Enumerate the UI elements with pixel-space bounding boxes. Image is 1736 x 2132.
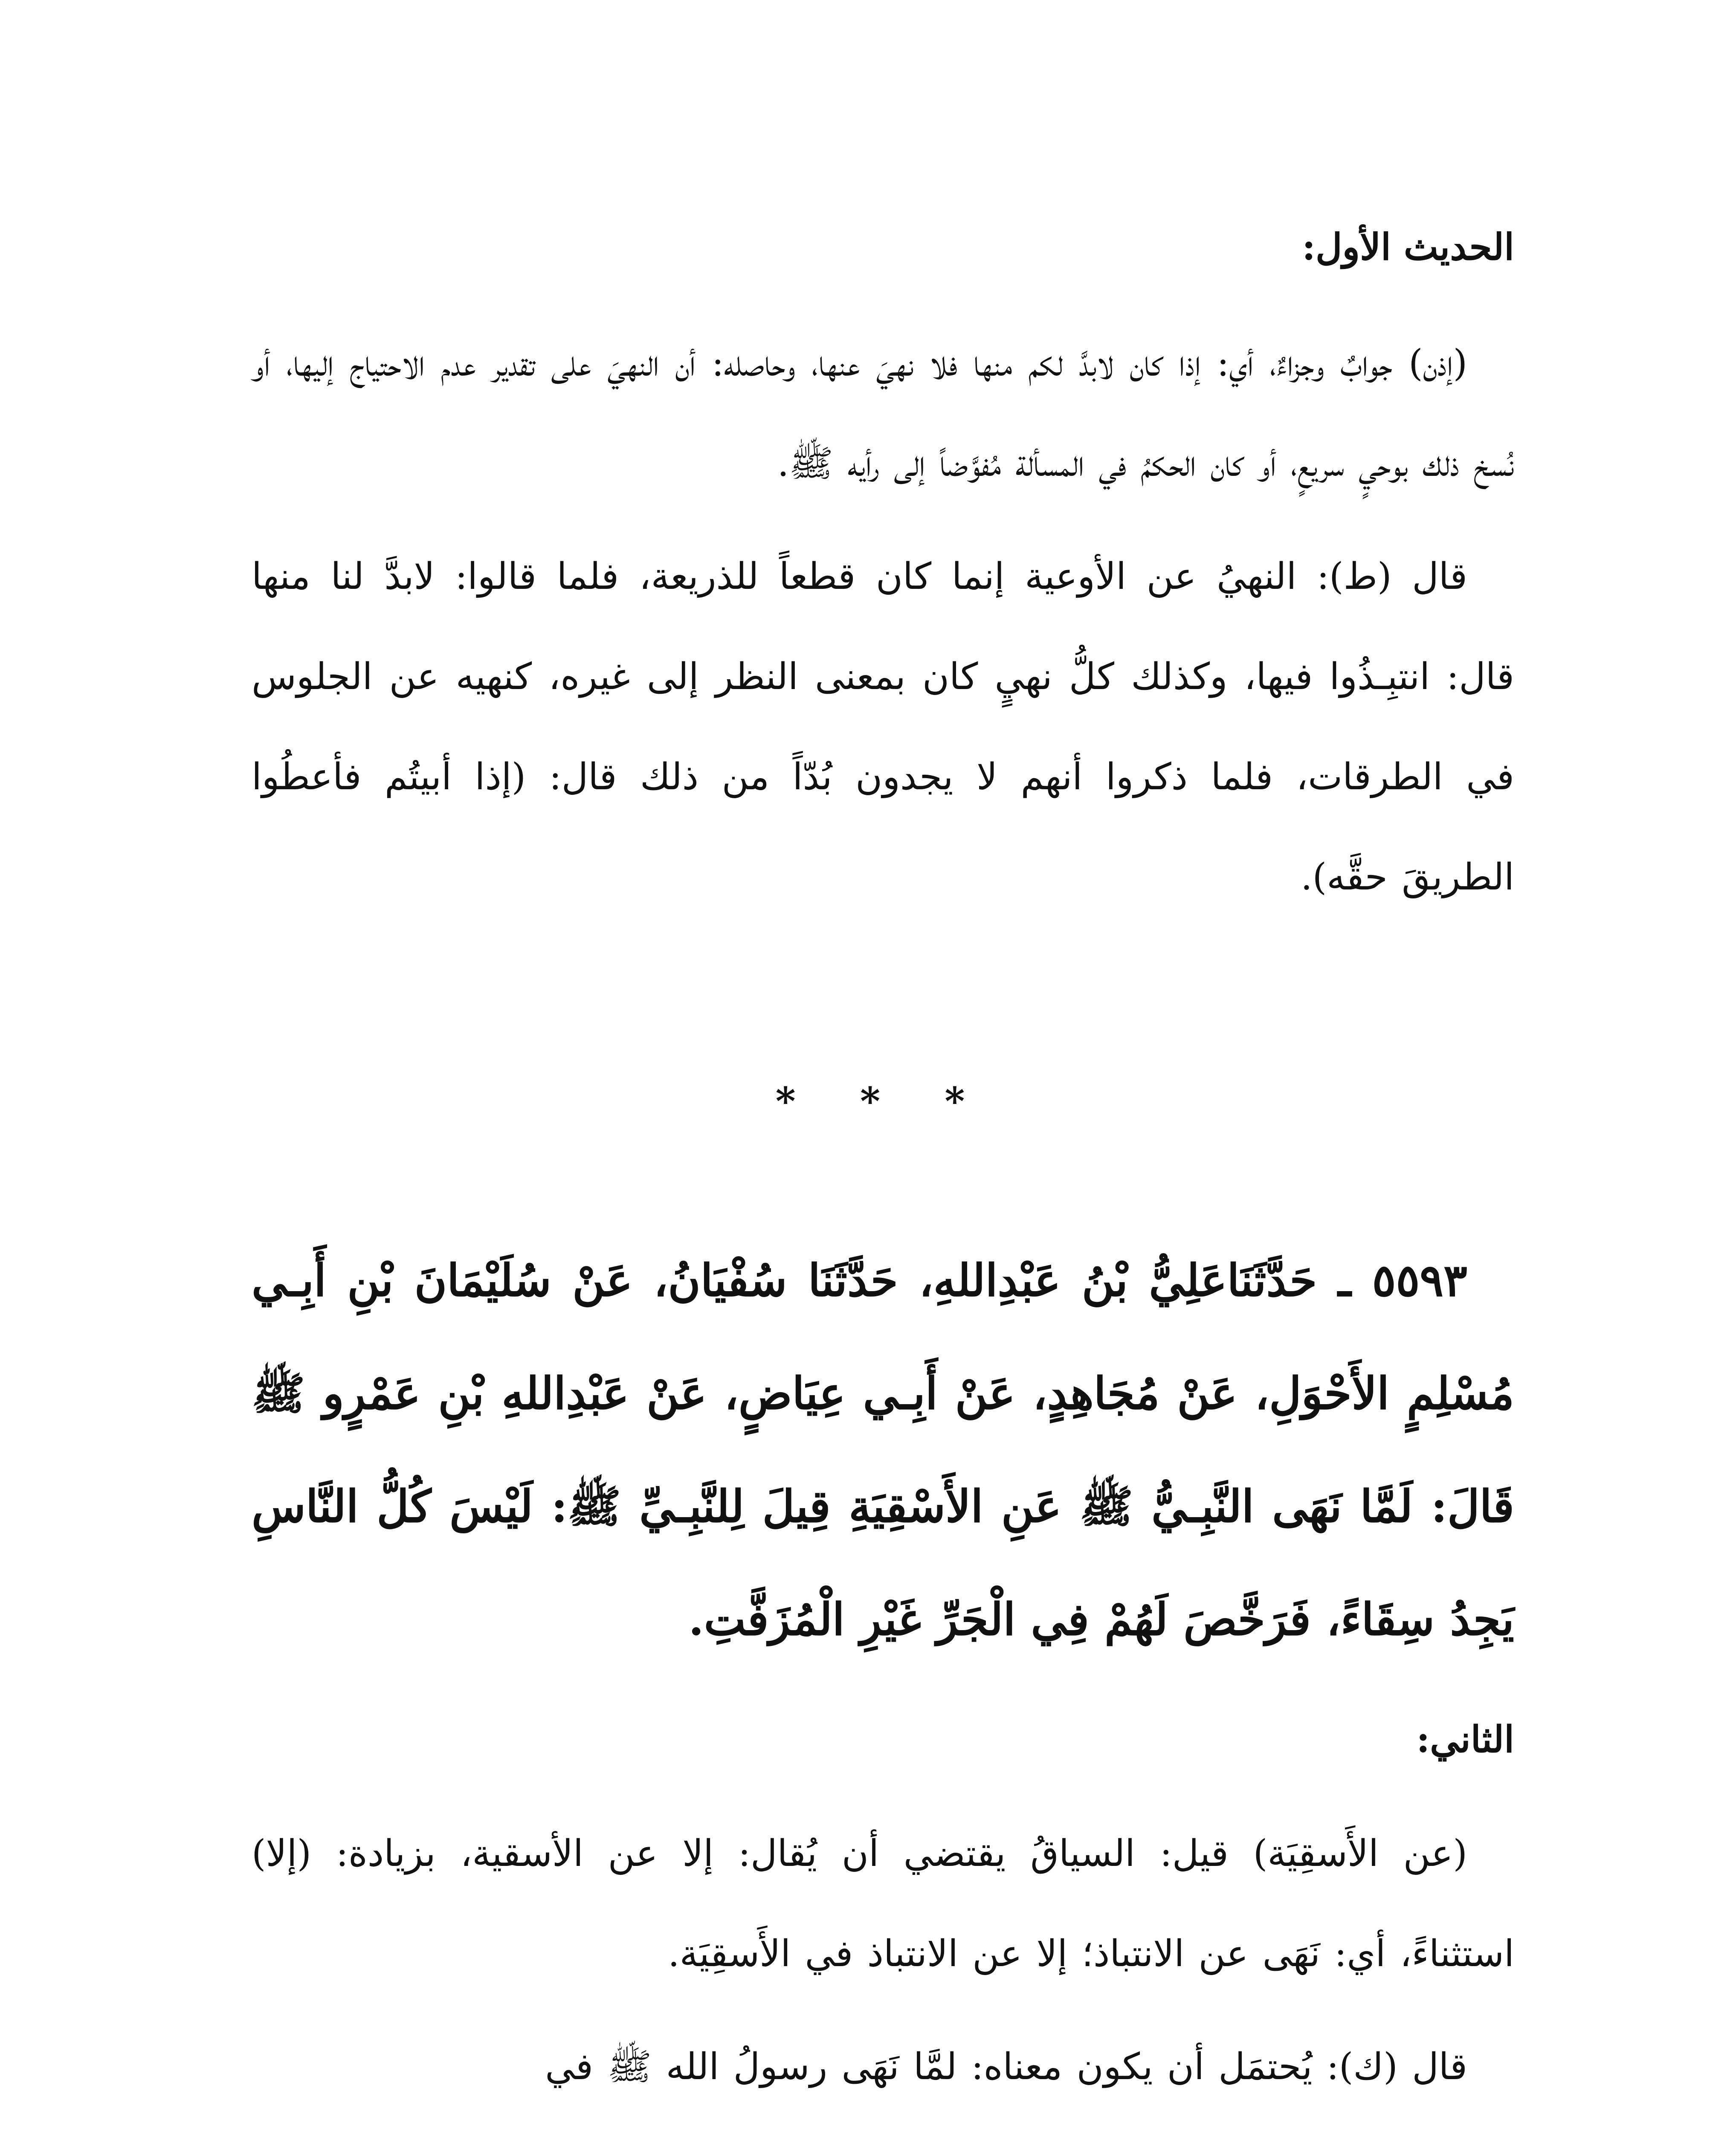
section-heading-second: الثاني: (1416, 1718, 1514, 1761)
hadith-text: ٥٥٩٣ ـ حَدَّثَنَاعَلِيُّ بْنُ عَبْدِاللهِ، حَدَّثَنَا سُفْيَانُ، عَنْ سُلَيْمَانَ بْنِ أَبِـي مُسْلِمٍ الأَحْوَلِ، عَنْ مُجَاهِدٍ، عَنْ أَبِـي عِيَاضٍ، عَنْ عَبْدِاللهِ بْنِ عَمْرٍو ﷺ قَالَ: لَمَّا نَهَى النَّبِـيُّ ﷺ عَنِ الأَسْقِيَةِ قِيلَ لِلنَّبِـيِّ ﷺ: لَيْسَ كُلُّ النَّاسِ يَجِدُ سِقَاءً، فَرَخَّصَ لَهُمْ فِي الْجَرِّ غَيْرِ الْمُزَفَّتِ. (252, 1254, 1514, 1645)
commentary-paragraph: (إذن) جوابٌ وجزاءٌ، أي: إذا كان لابدَّ لكم منها فلا نهيَ عنها، وحاصله: أن النهيَ على تقدير عدم الاحتياج إليها، أو نُسخ ذلك بوحيٍ سريعٍ، أو كان الحكمُ في المسألة مُفوَّضاً إلى رأيه ﷺ. (252, 342, 1514, 485)
section-2-body (252, 1804, 1514, 2117)
section-2 (252, 1714, 1514, 1765)
hadith-block (252, 1224, 1514, 1676)
commentary-paragraph: (عن الأَسقِيَة) قيل: السياقُ يقتضي أن يُقال: إلا عن الأسقية، بزيادة: (إلا) استثناءً، أي: نَهَى عن الانتباذ؛ إلا عن الانتباذ في الأَسقِيَة. (252, 1832, 1514, 1975)
commentary-paragraph: قال (ك): يُحتمَل أن يكون معناه: لمَّا نَهَى رسولُ الله ﷺ في (545, 2045, 1467, 2088)
section-1-body (252, 313, 1514, 927)
section-separator: * * * (775, 1079, 991, 1124)
document-page (252, 0, 1514, 2132)
commentary-paragraph: قال (ط): النهيُ عن الأوعية إنما كان قطعاً للذريعة، فلما قالوا: لابدَّ لنا منها قال: انتبِـذُوا فيها، وكذلك كلُّ نهيٍ كان بمعنى النظر إلى غيره، كنهيه عن الجلوس في الطرقات، فلما ذكروا أنهم لا يجدون بُدّاً من ذلك قال: (إذا أبيتُم فأعطُوا الطريقَ حقَّه). (252, 555, 1514, 898)
section-1 (252, 222, 1514, 273)
section-heading-first-hadith: الحديث الأول: (1302, 226, 1514, 269)
